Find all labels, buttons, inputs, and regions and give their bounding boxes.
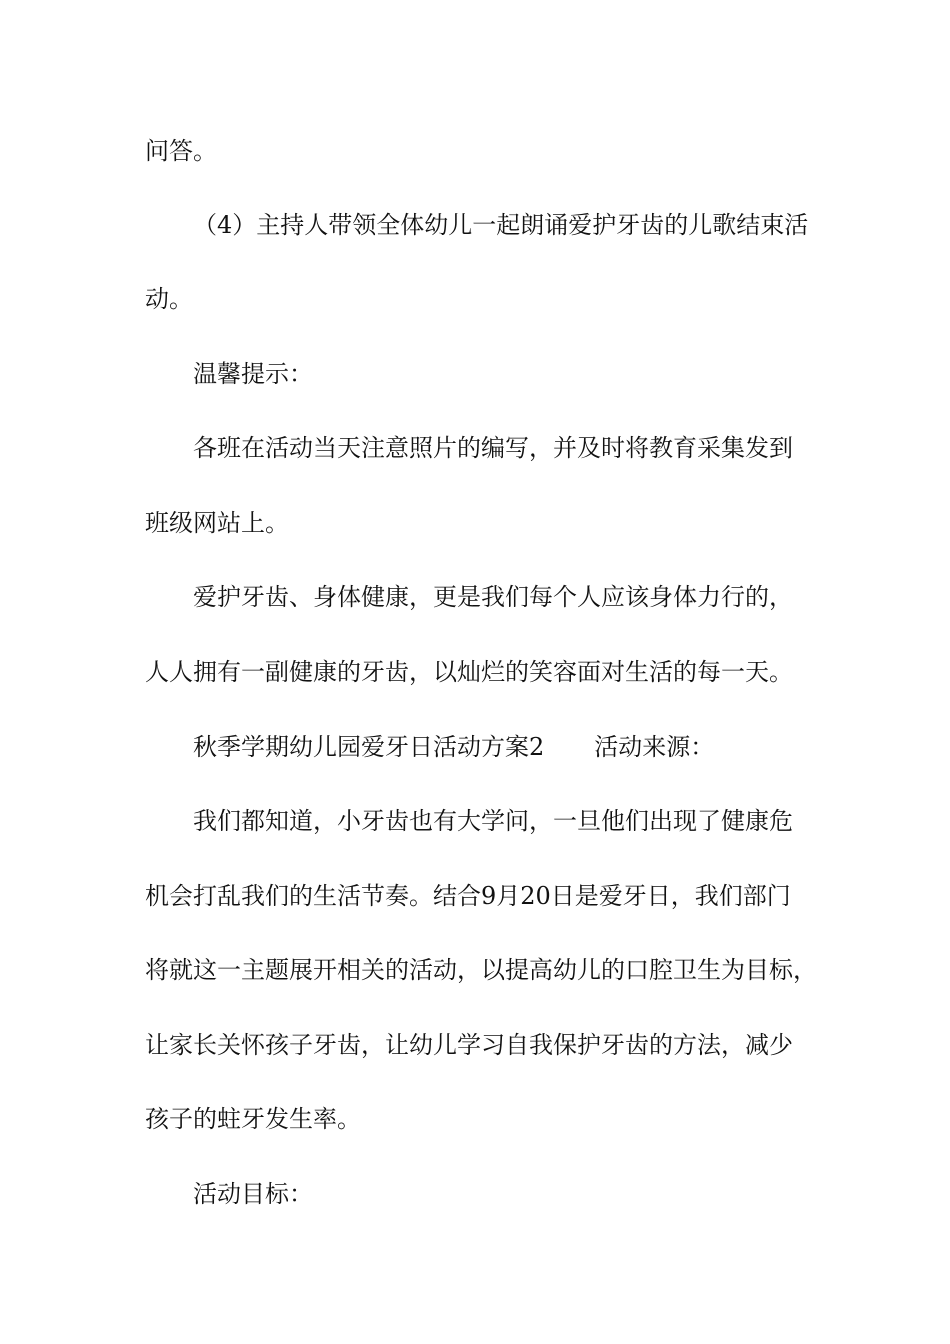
text-line-15: 活动目标： xyxy=(193,1180,313,1208)
text-line-12: 将就这一主题展开相关的活动，以提高幼儿的口腔卫生为目标， xyxy=(145,956,817,984)
text-line-7: 爱护牙齿、身体健康，更是我们每个人应该身体力行的， xyxy=(193,583,793,611)
text-line-1: 问答。 xyxy=(145,137,217,165)
text-line-11: 机会打乱我们的生活节奏。结合9月20日是爱牙日，我们部门 xyxy=(145,882,791,910)
text-line-10: 我们都知道，小牙齿也有大学问，一旦他们出现了健康危 xyxy=(193,807,793,835)
text-line-8: 人人拥有一副健康的牙齿，以灿烂的笑容面对生活的每一天。 xyxy=(145,658,793,686)
text-line-2: （4）主持人带领全体幼儿一起朗诵爱护牙齿的儿歌结束活 xyxy=(193,211,809,239)
text-line-9 xyxy=(193,729,714,765)
section-heading: 秋季学期幼儿园爱牙日活动方案2 xyxy=(193,733,545,761)
text-line-5: 各班在活动当天注意照片的编写，并及时将教育采集发到 xyxy=(193,434,793,462)
text-line-14: 孩子的蛀牙发生率。 xyxy=(145,1105,361,1133)
subheading-source: 活动来源： xyxy=(594,733,715,761)
text-line-3: 动。 xyxy=(145,285,193,313)
text-line-4: 温馨提示： xyxy=(193,360,313,388)
text-line-13: 让家长关怀孩子牙齿，让幼儿学习自我保护牙齿的方法，减少 xyxy=(145,1031,793,1059)
text-line-6: 班级网站上。 xyxy=(145,509,289,537)
